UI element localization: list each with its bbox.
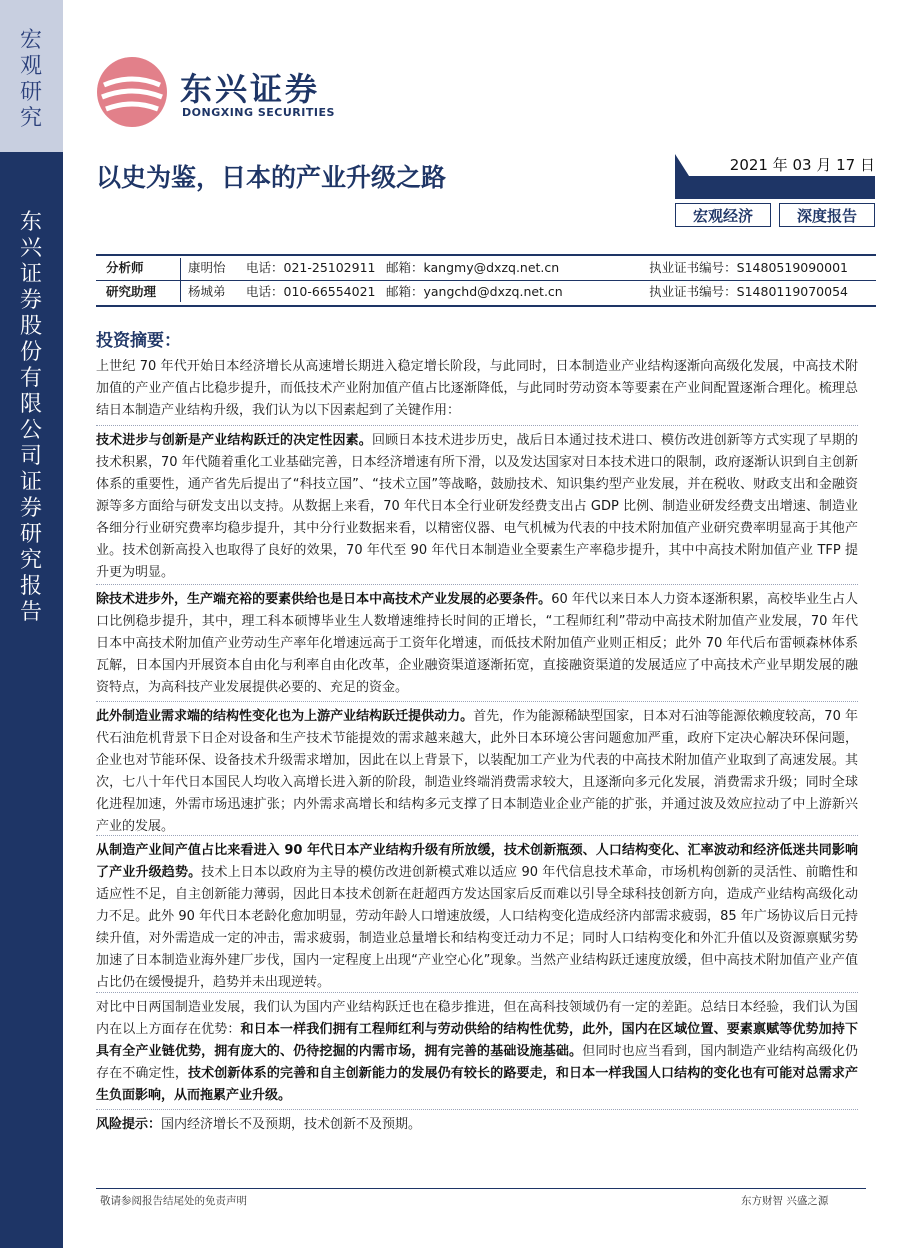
summary-paragraph-6 — [96, 997, 858, 1107]
page-title: 以史为鉴，日本的产业升级之路 — [96, 163, 447, 192]
paragraph-text: 回顾日本技术进步历史，战后日本通过技术进口、模仿改进创新等方式实现了早期的技术积累，70 年代随着重化工业基础完善，日本经济增速有所下滑，以及发达国家对日本技术进口的限制，政府逐渐认识到自主创新体系的重要性，通产省先后提出了“科技立国”、“技术立国”等战略，鼓励技术、知识集约型产业发展，并在税收、财政支出和金融资源等多方面给与研发支出以支持。从数据上来看，70 年代日本全行业研发经费支出占 GDP 比例、制造业研发经费支出增速、制造业各细分行业研究费率均稳步提升，其中分行业数据来看，以精密仪器、电气机械为代表的中技术附加值产业研究费率明显高于其他产业。技术创新高投入也取得了良好的效果，70 年代至 90 年代日本制造业全要素生产率稳步提升，其中中高技术附加值产业 TFP 提升更为明显。 — [96, 433, 858, 580]
summary-paragraph-1 — [96, 356, 858, 422]
analyst-email: 邮箱：kangmy@dxzq.net.cn — [386, 260, 560, 275]
paragraph-lead: 除技术进步外，生产端充裕的要素供给也是日本中高技术产业发展的必要条件。 — [96, 592, 552, 607]
sidebar-bottom-label: 东兴证券股份有限公司证券研究报告 — [19, 210, 42, 625]
tag-in-depth-report: 深度报告 — [779, 203, 875, 227]
paragraph-divider — [96, 701, 858, 702]
footer-disclaimer: 敬请参阅报告结尾处的免责声明 — [100, 1195, 247, 1207]
risk-label: 风险提示： — [96, 1117, 162, 1132]
report-date: 2021 年 03 月 17 日 — [675, 154, 875, 178]
sidebar-bottom — [0, 152, 63, 1248]
analyst-role: 分析师 — [106, 260, 144, 275]
footer-rule — [96, 1188, 866, 1189]
analyst-table-bottom-rule — [96, 305, 876, 307]
assistant-email: 邮箱：yangchd@dxzq.net.cn — [386, 284, 563, 299]
paragraph-text: 技术上日本以政府为主导的模仿改进创新模式难以适应 90 年代信息技术革命，市场机构创新的灵活性、前瞻性和适应性不足，自主创新能力薄弱，因此日本技术创新在赶超西方发达国家后反而难以引导全球科技创新方向，造成产业结构高级化动力不足。此外 90 年代日本老龄化愈加明显，劳动年龄人口增速放缓，人口结构变化造成经济内部需求疲弱，85 年广场协议后日元持续升值，对外需造成一定的冲击，需求疲弱，制造业总量增长和结构变迁动力不足；同时人口结构变化和外汇升值以及资源禀赋劣势加速了日本制造业海外建厂步伐，国内一定程度上出现“产业空心化”现象。当然产业结构跃迁速度放缓，但中高技术附加值产业产值占比仍在缓慢提升，趋势并未出现逆转。 — [96, 865, 858, 990]
paragraph-text: 首先，作为能源稀缺型国家，日本对石油等能源依赖度较高，70 年代石油危机背景下日企对设备和生产技术节能提效的需求越来越大，此外日本环境公害问题愈加严重，政府下定决心解决环保问题，企业也对节能环保、设备技术升级需求增加，因此在以上背景下，以装配加工产业为代表的中高技术附加值产业取到了高速发展。其次，七八十年代日本国民人均收入高增长进入新的阶段，制造业终端消费需求较大，且逐渐向多元化发展，消费需求升级；同时全球化进程加速，外需市场迅速扩张；内外需求高增长和结构多元支撑了日本制造业企业产能的扩张，并通过波及效应拉动了中上游新兴产业的发展。 — [96, 709, 858, 834]
summary-paragraph-4 — [96, 706, 858, 838]
tag-macro-economy: 宏观经济 — [675, 203, 771, 227]
summary-paragraph-5 — [96, 840, 858, 994]
summary-heading: 投资摘要： — [96, 331, 181, 351]
paragraph-emphasis: 和日本一样我们拥有工程师红利与劳动供给的结构性优势，此外，国内在区域位置、要素禀赋等优势加持下具有全产业链优势，拥有庞大的、仍待挖掘的内需市场，拥有完善的基础设施基础。 — [96, 1022, 858, 1059]
assistant-role: 研究助理 — [106, 284, 157, 299]
logo-name-zh: 东兴证券 — [180, 70, 321, 108]
paragraph-emphasis: 技术创新体系的完善和自主创新能力的发展仍有较长的路要走，和日本一样我国人口结构的变化也有可能对总需求产生负面影响，从而拖累产业升级。 — [96, 1066, 858, 1103]
paragraph-divider — [96, 835, 858, 836]
risk-text: 国内经济增长不及预期，技术创新不及预期。 — [161, 1117, 422, 1132]
analyst-cert: 执业证书编号：S1480519090001 — [649, 260, 848, 275]
analyst-phone: 电话：021-25102911 — [246, 260, 376, 275]
analyst-name: 康明怡 — [188, 260, 226, 275]
paragraph-lead: 此外制造业需求端的结构性变化也为上游产业结构跃迁提供动力。 — [96, 709, 474, 724]
paragraph-text: 对比中日两国制造业发展，我们认为国内产业结构跃迁也在稳步推进，但在高科技领域仍有一定的差距。总结日本经验，我们认为国内在以上方面存在优势： — [96, 1000, 858, 1037]
logo-name-en: DONGXING SECURITIES — [182, 106, 335, 119]
summary-paragraph-2 — [96, 430, 858, 584]
sidebar-top-label: 宏观研究 — [19, 28, 42, 131]
risk-note — [96, 1114, 858, 1136]
paragraph-divider — [96, 584, 858, 585]
summary-paragraph-3 — [96, 589, 858, 699]
analyst-row — [96, 257, 876, 279]
paragraph-divider — [96, 425, 858, 426]
paragraph-lead: 技术进步与创新是产业结构跃迁的决定性因素。 — [96, 433, 372, 448]
paragraph-text: 但同时也应当看到，国内制造产业结构高级化仍存在不确定性， — [96, 1044, 858, 1081]
assistant-phone: 电话：010-66554021 — [246, 284, 376, 299]
date-band — [675, 178, 875, 199]
assistant-cert: 执业证书编号：S1480119070054 — [649, 284, 848, 299]
paragraph-divider — [96, 992, 858, 993]
assistant-name: 杨城弟 — [188, 284, 226, 299]
sidebar-top — [0, 0, 63, 152]
date-tag-box — [675, 154, 875, 228]
assistant-row — [96, 281, 876, 303]
analyst-table-top-rule — [96, 254, 876, 256]
paragraph-text: 60 年代以来日本人力资本逐渐积累，高校毕业生占人口比例稳步提升，其中，理工科本硕博毕业生人数增速维持长时间的正增长，“工程师红利”带动中高技术附加值产业发展，70 年代日本中高技术附加值产业劳动生产率年化增速远高于工资年化增速，而低技术附加值产业则正相反；此外 70 年代后布雷顿森林体系瓦解，日本国内开展资本自由化与利率自由化改革，企业融资渠道逐渐拓宽，直接融资渠道的发展适应了中高技术产业早期发展的融资特点，为高科技产业发展提供必要的、充足的资金。 — [96, 592, 858, 695]
footer-slogan: 东方财智 兴盛之源 — [741, 1195, 829, 1207]
paragraph-divider — [96, 1109, 858, 1110]
paragraph-text: 上世纪 70 年代开始日本经济增长从高速增长期进入稳定增长阶段，与此同时，日本制造业产业结构逐渐向高级化发展，中高技术附加值的产业产值占比稳步提升，而低技术产业附加值产值占比逐渐降低，与此同时劳动资本等要素在产业间配置逐渐合理化。梳理总结日本制造产业结构升级，我们认为以下因素起到了关键作用： — [96, 359, 858, 418]
paragraph-lead: 从制造产业间产值占比来看进入 90 年代日本产业结构升级有所放缓，技术创新瓶颈、人口结构变化、汇率波动和经济低迷共同影响了产业升级趋势。 — [96, 843, 858, 880]
